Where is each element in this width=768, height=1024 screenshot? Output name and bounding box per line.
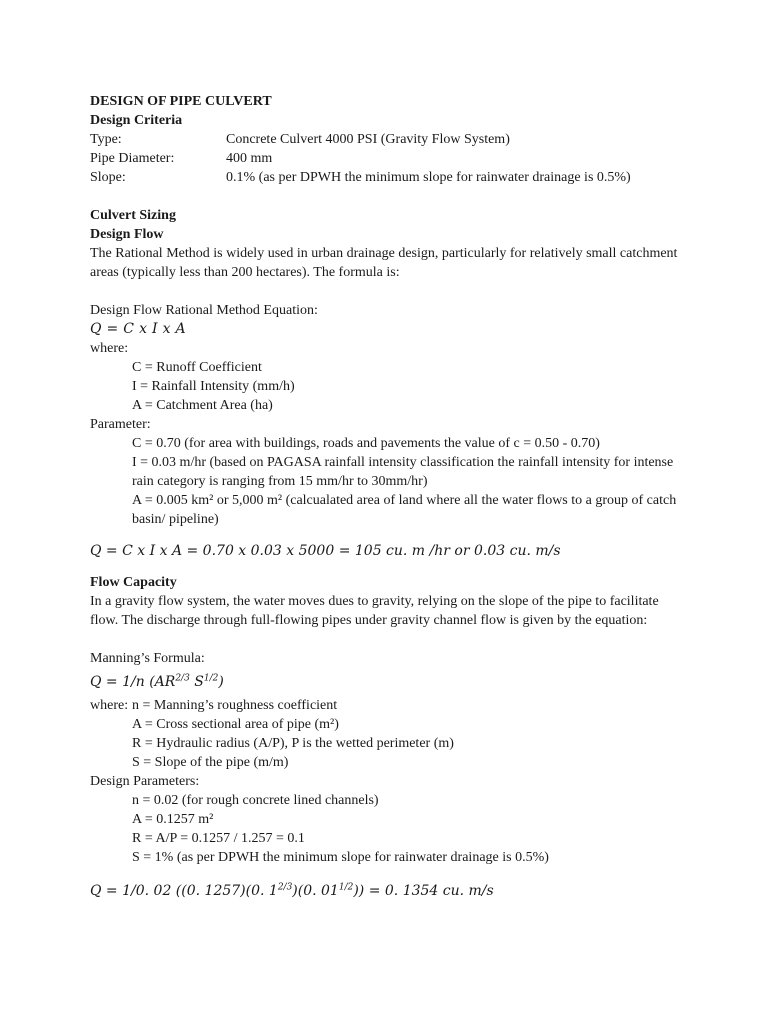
formula-part: )(0. 01 xyxy=(292,883,339,899)
design-param-n: n = 0.02 (for rough concrete lined channels) xyxy=(132,793,379,808)
design-flow-intro: The Rational Method is widely used in urban drainage design, particularly for relatively small catchment areas (typically less than 200 hectares). The formula is: xyxy=(90,246,678,280)
criteria-value: 400 mm xyxy=(226,151,273,166)
flow-capacity-intro: In a gravity flow system, the water moves dues to gravity, relying on the slope of the pipe to facilitate flow. The discharge through full-flowing pipes under gravity channel flow is given by the equation: xyxy=(90,594,659,628)
criteria-value: Concrete Culvert 4000 PSI (Gravity Flow System) xyxy=(226,132,510,147)
formula-exponent: 1/2 xyxy=(338,882,354,893)
parameter-label: Parameter: xyxy=(90,417,151,432)
parameter-i: I = 0.03 m/hr (based on PAGASA rainfall intensity classification the rainfall intensity for intense rain category is ranging from 15 mm/hr to 30mm/hr) xyxy=(132,455,674,489)
document-title: DESIGN OF PIPE CULVERT xyxy=(90,94,272,109)
rational-equation-label: Design Flow Rational Method Equation: xyxy=(90,303,318,318)
criteria-row-slope xyxy=(90,168,690,187)
where-item-c: C = Runoff Coefficient xyxy=(132,360,262,375)
manning-formula xyxy=(90,668,690,696)
document-page xyxy=(90,92,690,905)
where-label: where: xyxy=(90,341,129,356)
design-parameters-label: Design Parameters: xyxy=(90,774,200,789)
where-item-i: I = Rainfall Intensity (mm/h) xyxy=(132,379,295,394)
where-item-n: n = Manning’s roughness coefficient xyxy=(132,698,338,713)
flow-capacity-heading: Flow Capacity xyxy=(90,575,177,590)
spacer xyxy=(90,529,690,539)
design-param-s: S = 1% (as per DPWH the minimum slope for rainwater drainage is 0.5%) xyxy=(132,850,549,865)
formula-exponent: 2/3 xyxy=(277,882,293,893)
formula-part: S xyxy=(189,674,204,690)
spacer xyxy=(90,187,690,206)
spacer xyxy=(90,282,690,301)
spacer xyxy=(90,867,690,877)
design-criteria-heading: Design Criteria xyxy=(90,113,183,128)
where-item-radius: R = Hydraulic radius (A/P), P is the wetted perimeter (m) xyxy=(132,736,454,751)
rational-result-equation: Q = C x I x A = 0.70 x 0.03 x 5000 = 105 cu. m /hr or 0.03 cu. m/s xyxy=(90,543,561,559)
criteria-key: Pipe Diameter: xyxy=(90,151,175,166)
design-param-r: R = A/P = 0.1257 / 1.257 = 0.1 xyxy=(132,831,305,846)
criteria-row-diameter xyxy=(90,149,690,168)
design-flow-heading: Design Flow xyxy=(90,227,164,242)
culvert-sizing-heading: Culvert Sizing xyxy=(90,208,176,223)
criteria-row-type xyxy=(90,130,690,149)
where-item-a: A = Catchment Area (ha) xyxy=(132,398,273,413)
spacer xyxy=(90,630,690,649)
rational-equation: Q = C x I x A xyxy=(90,321,186,337)
where-item-slope: S = Slope of the pipe (m/m) xyxy=(132,755,289,770)
spacer xyxy=(90,563,690,573)
formula-exponent: 1/2 xyxy=(203,673,219,684)
criteria-value: 0.1% (as per DPWH the minimum slope for rainwater drainage is 0.5%) xyxy=(226,170,631,185)
formula-part: ) xyxy=(218,674,224,690)
formula-part: Q = 1/n (AR xyxy=(90,674,176,690)
where-label: where: xyxy=(90,698,129,713)
formula-part: Q = 1/0. 02 ((0. 1257)(0. 1 xyxy=(90,883,278,899)
manning-result-equation xyxy=(90,877,690,905)
manning-where-row xyxy=(90,696,690,715)
parameter-a: A = 0.005 km² or 5,000 m² (calcualated area of land where all the water flows to a group of catch basin/ pipeline) xyxy=(132,493,677,527)
criteria-key: Slope: xyxy=(90,170,126,185)
formula-exponent: 2/3 xyxy=(175,673,190,684)
design-param-a: A = 0.1257 m² xyxy=(132,812,214,827)
where-item-area: A = Cross sectional area of pipe (m²) xyxy=(132,717,339,732)
manning-formula-label: Manning’s Formula: xyxy=(90,651,205,666)
criteria-key: Type: xyxy=(90,132,122,147)
parameter-c: C = 0.70 (for area with buildings, roads and pavements the value of c = 0.50 - 0.70) xyxy=(132,436,600,451)
formula-part: )) = 0. 1354 cu. m/s xyxy=(353,883,494,899)
